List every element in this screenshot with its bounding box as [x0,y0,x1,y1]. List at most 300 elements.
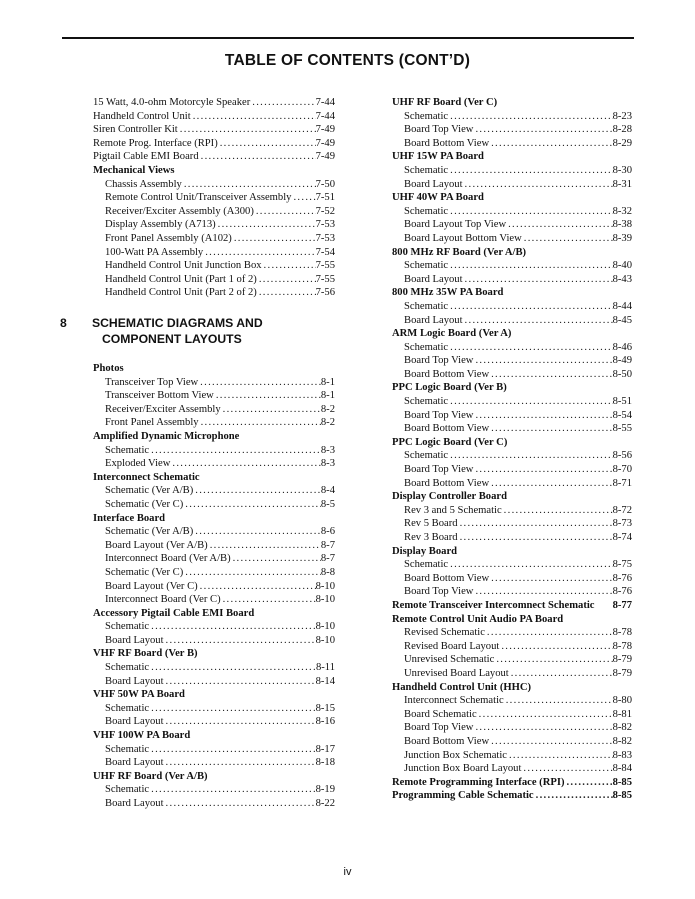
toc-entry[interactable] [93,566,335,580]
toc-entry-label: Schematic [404,110,449,122]
toc-entry[interactable] [93,150,335,164]
dot-leader [183,498,321,512]
toc-entry-label: Remote Control Unit/Transceiver Assembly [105,192,292,204]
toc-entry-page: 8-31 [612,178,632,190]
dot-leader [198,376,321,390]
toc-section-heading: ARM Logic Board (Ver A) [392,328,512,340]
toc-entry-label: Schematic [404,559,449,571]
toc-entry-label: Front Panel Assembly [105,417,199,429]
toc-entry-page: 8-79 [612,654,632,666]
dot-leader [149,783,315,797]
toc-entry[interactable] [93,484,335,498]
toc-entry-label: Rev 5 Board [404,518,458,530]
toc-entry[interactable] [93,191,335,205]
toc-entry-page: 8-14 [315,675,335,687]
toc-entry[interactable] [392,232,632,246]
dot-leader [499,640,612,654]
dot-leader [262,259,316,273]
dot-leader [216,218,316,232]
chapter-title-line2: COMPONENT LAYOUTS [102,331,242,346]
toc-section-heading: Display Controller Board [392,491,507,503]
toc-entry-page: 8-17 [315,743,335,755]
toc-entry-label: Board Layout (Ver A/B) [105,539,208,551]
toc-section-heading: Accessory Pigtail Cable EMI Board [93,607,255,619]
toc-entry-page: 7-52 [315,205,335,217]
dot-leader [448,300,612,314]
toc-entry-page: 8-77 [612,599,632,611]
dot-leader [254,205,316,219]
toc-entry[interactable] [392,735,632,749]
toc-entry-label: Receiver/Exciter Assembly [105,403,221,415]
toc-entry-label: Schematic (Ver A/B) [105,485,194,497]
toc-entry-label: Programming Cable Schematic [392,790,534,802]
toc-entry[interactable] [392,300,632,314]
toc-entry-page: 8-38 [612,219,632,231]
toc-entry[interactable] [93,416,335,430]
toc-entry[interactable] [93,675,335,689]
toc-entry[interactable] [392,395,632,409]
toc-entry[interactable] [392,137,632,151]
toc-entry[interactable] [93,552,335,566]
dot-leader [463,178,613,192]
toc-entry-label: Schematic (Ver C) [105,566,184,578]
toc-entry[interactable] [392,341,632,355]
toc-entry-label: Board Bottom View [404,368,490,380]
dot-leader [463,273,613,287]
toc-entry[interactable] [392,517,632,531]
toc-entry[interactable] [93,232,335,246]
toc-entry[interactable] [93,715,335,729]
toc-entry[interactable] [93,797,335,811]
toc-section-heading: VHF RF Board (Ver B) [93,648,198,660]
toc-entry[interactable] [392,504,632,518]
toc-entry-label: Schematic [105,784,150,796]
toc-entry-page: 8-19 [315,784,335,796]
dot-leader [448,449,612,463]
toc-entry[interactable] [93,218,335,232]
toc-entry-page: 8-50 [612,368,632,380]
toc-column-right [392,96,632,803]
toc-section-heading: Remote Control Unit Audio PA Board [392,613,564,625]
dot-leader [199,416,321,430]
toc-entry[interactable] [392,626,632,640]
toc-entry-page: 8-85 [612,790,632,802]
dot-leader [149,702,315,716]
toc-entry-label: 15 Watt, 4.0-ohm Motorcyle Speaker [93,97,251,108]
toc-entry-page: 8-76 [612,586,632,598]
toc-entry-label: Board Bottom View [404,735,490,747]
dot-leader [149,743,315,757]
toc-entry-page: 8-80 [612,695,632,707]
toc-entry-page: 8-2 [320,403,335,415]
dot-leader [485,626,613,640]
toc-entry[interactable] [93,661,335,675]
dot-leader [564,776,612,790]
toc-entry-page: 7-49 [315,137,335,149]
dot-leader [214,389,321,403]
toc-entry-page: 8-84 [612,763,632,775]
dot-leader [448,558,612,572]
toc-entry[interactable] [93,525,335,539]
dot-leader [473,123,612,137]
toc-entry[interactable] [93,743,335,757]
toc-entry-page: 8-45 [612,314,632,326]
dot-leader [458,517,613,531]
toc-entry-page: 8-7 [320,553,335,565]
toc-entry-page: 8-73 [612,518,632,530]
dot-leader [502,504,613,518]
dot-leader [489,422,612,436]
toc-entry-page: 8-5 [320,498,335,510]
dot-leader [203,246,315,260]
toc-entry[interactable] [93,783,335,797]
toc-entry-page: 8-39 [612,232,632,244]
dot-leader [448,205,612,219]
toc-entry-page: 8-44 [612,300,632,312]
dot-leader [291,191,315,205]
toc-entry[interactable] [93,205,335,219]
toc-entry[interactable] [392,558,632,572]
dot-leader [489,572,612,586]
toc-section-heading: Mechanical Views [93,164,175,176]
toc-entry[interactable] [93,259,335,273]
toc-entry-page: 8-40 [612,260,632,272]
dot-leader [489,137,612,151]
toc-entry-label: Chassis Assembly [105,178,182,190]
toc-column-left-bottom [93,362,335,811]
toc-section-heading: Handheld Control Unit (HHC) [392,681,532,693]
toc-entry[interactable] [93,756,335,770]
toc-entry[interactable] [392,667,632,681]
toc-entry-page: 7-49 [315,151,335,163]
toc-entry-page: 8-72 [612,504,632,516]
toc-entry-page: 8-51 [612,396,632,408]
toc-entry-page: 8-78 [612,627,632,639]
toc-entry[interactable] [392,721,632,735]
dot-leader [199,150,316,164]
toc-entry-label: Revised Schematic [404,627,485,639]
toc-entry-label: Schematic [105,444,150,456]
toc-entry[interactable] [93,702,335,716]
toc-entry-label: Remote Programming Interface (RPI) [392,776,565,788]
toc-entry-label: Transceiver Top View [105,376,199,388]
toc-entry[interactable] [392,572,632,586]
dot-leader [473,409,612,423]
dot-leader [521,762,612,776]
toc-entry-page: 8-2 [320,417,335,429]
toc-entry[interactable] [392,205,632,219]
toc-entry-label: Transceiver Bottom View [105,390,214,402]
toc-entry-label: Board Layout [404,178,463,190]
toc-entry-label: Front Panel Assembly (A102) [105,232,232,244]
toc-entry[interactable] [392,531,632,545]
toc-entry-page: 8-23 [612,110,632,122]
toc-entry-page: 8-83 [612,749,632,761]
toc-section-heading: UHF 40W PA Board [392,192,484,204]
toc-entry[interactable] [392,585,632,599]
toc-entry[interactable] [93,389,335,403]
toc-entry[interactable] [392,164,632,178]
toc-entry-label: Junction Box Schematic [404,749,507,761]
toc-entry-label: Schematic [404,164,449,176]
toc-entry-label: Schematic (Ver A/B) [105,526,194,538]
dot-leader [463,314,613,328]
toc-section-heading[interactable] [392,776,632,790]
toc-entry-label: Schematic [105,702,150,714]
dot-leader [473,354,612,368]
toc-entry[interactable] [392,123,632,137]
dot-leader [448,341,612,355]
toc-entry[interactable] [93,403,335,417]
toc-entry[interactable] [392,314,632,328]
dot-leader [221,403,321,417]
dot-leader [257,273,316,287]
dot-leader [164,634,316,648]
toc-entry-label: Board Top View [404,464,474,476]
dot-leader [232,232,316,246]
toc-entry-label: Board Layout [105,675,164,687]
toc-entry[interactable] [392,449,632,463]
toc-entry-page: 8-54 [612,409,632,421]
toc-entry-page: 8-10 [315,580,335,592]
toc-entry-label: Interconnect Board (Ver C) [105,594,221,606]
toc-entry-page: 7-55 [315,273,335,285]
toc-entry-page: 8-4 [320,485,335,497]
toc-entry-page: 8-29 [612,137,632,149]
toc-entry-label: Board Layout (Ver C) [105,580,198,592]
toc-entry[interactable] [392,368,632,382]
toc-entry-label: Board Top View [404,722,474,734]
toc-section-heading: Amplified Dynamic Microphone [93,430,240,442]
dot-leader [149,620,315,634]
toc-entry-label: Display Assembly (A713) [105,219,216,231]
dot-leader [489,477,612,491]
dot-leader [506,218,612,232]
toc-entry-page: 8-18 [315,757,335,769]
toc-entry[interactable] [392,477,632,491]
toc-entry-label: Handheld Control Unit [93,110,191,122]
toc-entry-page: 7-44 [315,110,335,122]
toc-entry-label: Board Layout Bottom View [404,232,522,244]
toc-entry[interactable] [93,593,335,607]
toc-entry-page: 8-79 [612,667,632,679]
dot-leader [250,96,315,110]
toc-entry-label: Schematic [105,662,150,674]
toc-entry-page: 8-7 [320,539,335,551]
dot-leader [534,789,613,803]
toc-entry[interactable] [93,110,335,124]
toc-entry-label: Handheld Control Unit Junction Box [105,260,262,272]
toc-entry-label: Board Layout [404,314,463,326]
toc-entry-page: 7-50 [315,178,335,190]
toc-section-heading: PPC Logic Board (Ver C) [392,436,508,448]
toc-entry-label: Board Top View [404,409,474,421]
page-title: TABLE OF CONTENTS (CONT’D) [224,52,471,69]
dot-leader [489,368,612,382]
toc-entry-page: 8-3 [320,458,335,470]
toc-entry[interactable] [392,409,632,423]
toc-entry-label: Board Top View [404,355,474,367]
dot-leader [178,123,316,137]
toc-entry[interactable] [93,634,335,648]
toc-entry-page: 8-55 [612,423,632,435]
toc-entry-label: Schematic [404,396,449,408]
toc-section-heading: UHF RF Board (Ver C) [392,97,498,108]
toc-entry[interactable] [93,178,335,192]
toc-entry[interactable] [93,286,335,300]
toc-entry-label: Revised Board Layout [404,640,500,652]
dot-leader [182,178,316,192]
toc-entry-label: Board Layout Top View [404,219,507,231]
toc-entry[interactable] [93,539,335,553]
toc-section-heading[interactable] [392,789,632,803]
toc-entry-page: 8-75 [612,559,632,571]
toc-entry[interactable] [392,273,632,287]
toc-entry-label: Schematic (Ver C) [105,498,184,510]
toc-entry-label: Board Bottom View [404,423,490,435]
toc-entry-page: 7-55 [315,260,335,272]
dot-leader [164,715,316,729]
toc-entry-label: Unrevised Schematic [404,654,495,666]
toc-entry-page: 8-1 [320,390,335,402]
toc-section-heading: UHF 15W PA Board [392,151,484,163]
toc-section-heading: Interconnect Schematic [93,471,200,483]
toc-entry-label: Schematic [404,205,449,217]
toc-section-heading[interactable] [392,599,632,613]
toc-entry-label: Board Top View [404,124,474,136]
toc-entry-label: Interconnect Board (Ver A/B) [105,553,231,565]
toc-entry-label: Schematic [404,341,449,353]
toc-entry-page: 8-49 [612,355,632,367]
dot-leader [257,286,316,300]
toc-entry-page: 7-49 [315,124,335,136]
toc-entry[interactable] [392,708,632,722]
dot-leader [193,525,321,539]
toc-entry[interactable] [93,137,335,151]
toc-entry[interactable] [392,110,632,124]
toc-entry-page: 8-82 [612,722,632,734]
toc-entry-page: 8-15 [315,702,335,714]
dot-leader [473,721,612,735]
toc-entry-label: Exploded View [105,458,171,470]
toc-entry[interactable] [392,218,632,232]
dot-leader [198,580,316,594]
toc-entry-page: 8-74 [612,532,632,543]
top-rule [62,37,634,39]
toc-entry-page: 8-10 [315,594,335,606]
toc-entry-page: 8-32 [612,205,632,217]
toc-entry-page: 8-76 [612,572,632,584]
toc-entry-page: 8-70 [612,464,632,476]
dot-leader [193,484,321,498]
toc-entry[interactable] [93,498,335,512]
toc-entry-page: 8-22 [315,798,335,809]
toc-entry[interactable] [93,246,335,260]
toc-entry-label: Handheld Control Unit (Part 1 of 2) [105,273,257,285]
toc-entry[interactable] [392,354,632,368]
toc-entry-page: 8-30 [612,164,632,176]
toc-entry-label: Schematic [105,621,150,633]
toc-entry[interactable] [392,463,632,477]
dot-leader [183,566,321,580]
toc-entry[interactable] [392,762,632,776]
dot-leader [221,593,316,607]
toc-entry-label: Board Layout [404,273,463,285]
dot-leader [448,259,612,273]
toc-section-heading: UHF RF Board (Ver A/B) [93,770,208,782]
toc-entry[interactable] [93,96,335,110]
toc-entry-label: Rev 3 Board [404,532,458,543]
toc-entry[interactable] [93,580,335,594]
toc-entry-page: 8-10 [315,634,335,646]
dot-leader [164,797,316,811]
toc-section-heading: VHF 50W PA Board [93,689,185,701]
toc-entry-page: 7-54 [315,246,335,258]
toc-entry-page: 8-71 [612,477,632,489]
toc-entry-page: 8-3 [320,444,335,456]
toc-entry-label: Board Layout [105,716,164,728]
dot-leader [231,552,321,566]
toc-column-left-top [93,96,335,300]
toc-entry-page: 8-6 [320,526,335,538]
toc-entry[interactable] [93,123,335,137]
toc-entry-label: Schematic [404,300,449,312]
dot-leader [149,661,316,675]
toc-entry-label: Board Bottom View [404,137,490,149]
toc-entry[interactable] [392,694,632,708]
dot-leader [448,395,612,409]
toc-entry-page: 8-11 [315,662,335,674]
toc-section-heading: Display Board [392,545,458,557]
dot-leader [218,137,316,151]
toc-entry-label: Board Bottom View [404,572,490,584]
toc-entry[interactable] [93,273,335,287]
toc-entry-label: Board Bottom View [404,477,490,489]
toc-section-heading: PPC Logic Board (Ver B) [392,382,507,394]
toc-entry[interactable] [93,444,335,458]
toc-entry[interactable] [93,620,335,634]
chapter-number: 8 [60,316,67,330]
toc-entry-label: Rev 3 and 5 Schematic [404,504,502,516]
dot-leader [507,749,613,763]
dot-leader [448,164,612,178]
toc-entry-label: Board Layout [105,798,164,809]
dot-leader [477,708,613,722]
toc-entry[interactable] [392,422,632,436]
toc-entry-label: Board Schematic [404,708,477,720]
dot-leader [473,463,612,477]
toc-entry-page: 7-44 [315,97,335,108]
toc-entry[interactable] [392,749,632,763]
dot-leader [164,675,316,689]
dot-leader [522,232,613,246]
toc-entry-page: 8-43 [612,273,632,285]
toc-entry[interactable] [392,178,632,192]
dot-leader [489,735,612,749]
toc-entry[interactable] [392,653,632,667]
toc-entry[interactable] [392,640,632,654]
toc-entry[interactable] [93,457,335,471]
toc-entry-label: Junction Box Board Layout [404,763,522,775]
toc-entry[interactable] [392,259,632,273]
toc-entry-page: 8-46 [612,341,632,353]
toc-entry[interactable] [93,376,335,390]
toc-entry-page: 8-82 [612,735,632,747]
toc-entry-label: Board Layout [105,634,164,646]
toc-entry-label: Remote Transceiver Intercomnect Schematic [392,599,595,611]
toc-entry-page: 8-81 [612,708,632,720]
dot-leader [504,694,613,708]
